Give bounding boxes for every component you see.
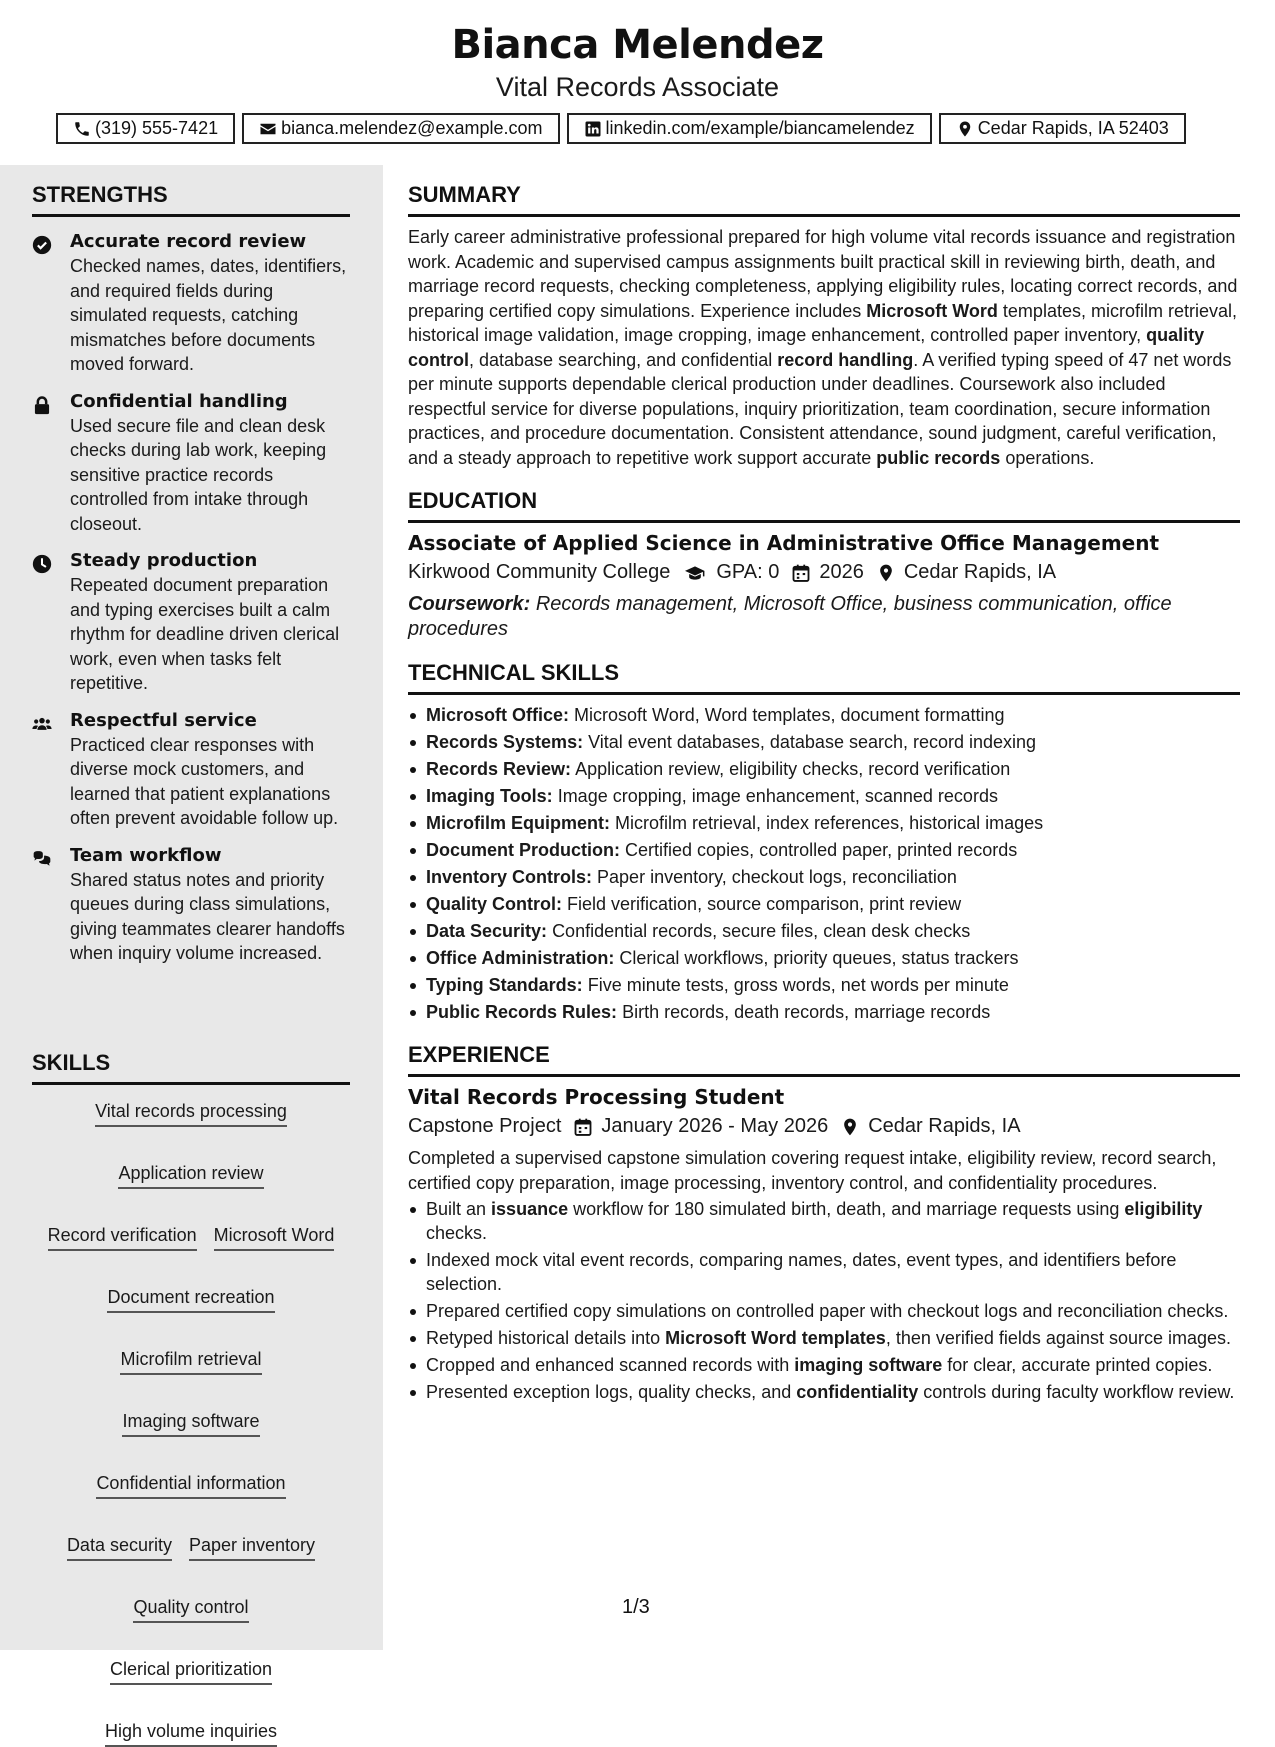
envelope-icon bbox=[259, 120, 277, 138]
summary-section bbox=[408, 182, 1240, 470]
skill-tag: Imaging software bbox=[122, 1409, 259, 1437]
skill-tag: Application review bbox=[118, 1161, 263, 1189]
list-item: Prepared certified copy simulations on controlled paper with checkout logs and reconciliation checks. bbox=[408, 1299, 1240, 1323]
sidebar bbox=[0, 165, 383, 1741]
experience-section bbox=[408, 1042, 1240, 1404]
page-number: 1/3 bbox=[622, 1596, 650, 1618]
skill-tag: Data security bbox=[67, 1533, 172, 1561]
strength-item bbox=[32, 710, 350, 831]
strength-title: Accurate record review bbox=[70, 231, 307, 252]
job-description: Completed a supervised capstone simulation covering request intake, eligibility review, record search, certified copy preparation, image processing, inventory control, and confidentiality procedures. bbox=[408, 1148, 1217, 1193]
skill-tag: Clerical prioritization bbox=[110, 1657, 272, 1685]
skill-tag: Quality control bbox=[133, 1595, 248, 1623]
email-chip[interactable] bbox=[242, 113, 559, 144]
phone-chip[interactable] bbox=[56, 113, 235, 144]
list-item: Inventory Controls: Paper inventory, checkout logs, reconciliation bbox=[408, 865, 1240, 889]
comments-icon bbox=[32, 849, 52, 869]
graduation-year: 2026 bbox=[819, 561, 864, 583]
map-pin-icon bbox=[876, 563, 896, 583]
list-item: Records Review: Application review, eligibility checks, record verification bbox=[408, 757, 1240, 781]
clock-icon bbox=[32, 554, 52, 574]
degree-title: Associate of Applied Science in Administrative Office Management bbox=[408, 531, 1160, 555]
main-column bbox=[408, 182, 1240, 1407]
list-item: Office Administration: Clerical workflows, priority queues, status trackers bbox=[408, 946, 1240, 970]
coursework-text: Records management, Microsoft Office, business communication, office procedures bbox=[408, 593, 1172, 640]
list-item: Records Systems: Vital event databases, database search, record indexing bbox=[408, 730, 1240, 754]
email-text: bianca.melendez@example.com bbox=[281, 118, 543, 138]
phone-text: (319) 555-7421 bbox=[95, 118, 219, 138]
strength-title: Team workflow bbox=[70, 844, 222, 866]
skill-list bbox=[32, 1093, 350, 1747]
graduation-cap-icon bbox=[682, 563, 708, 583]
strength-title: Respectful service bbox=[70, 709, 257, 731]
education-meta bbox=[408, 561, 1240, 584]
map-pin-icon bbox=[956, 120, 974, 138]
strength-item bbox=[32, 391, 350, 537]
strength-item bbox=[32, 231, 350, 377]
job-org: Capstone Project bbox=[408, 1115, 562, 1137]
coursework-label: Coursework: bbox=[408, 593, 531, 615]
skill-tag: Document recreation bbox=[107, 1285, 274, 1313]
job-meta bbox=[408, 1115, 1240, 1138]
strength-title: Confidential handling bbox=[70, 390, 288, 412]
technical-skills-heading: TECHNICAL SKILLS bbox=[408, 660, 1240, 695]
calendar-icon bbox=[791, 563, 811, 583]
skill-tag: Microsoft Word bbox=[214, 1223, 335, 1251]
job-location: Cedar Rapids, IA bbox=[868, 1115, 1021, 1137]
list-item: Typing Standards: Five minute tests, gross words, net words per minute bbox=[408, 973, 1240, 997]
map-pin-icon bbox=[840, 1117, 860, 1137]
list-item: Microfilm Equipment: Microfilm retrieval, index references, historical images bbox=[408, 811, 1240, 835]
users-icon bbox=[32, 714, 52, 734]
list-item: Data Security: Confidential records, secure files, clean desk checks bbox=[408, 919, 1240, 943]
list-item: Document Production: Certified copies, controlled paper, printed records bbox=[408, 838, 1240, 862]
linkedin-text: linkedin.com/example/biancamelendez bbox=[605, 118, 915, 138]
lock-icon bbox=[32, 395, 52, 415]
education-section bbox=[408, 488, 1240, 642]
strength-desc: Used secure file and clean desk checks during lab work, keeping sensitive practice records controlled from intake through closeout. bbox=[70, 415, 327, 534]
strength-desc: Checked names, dates, identifiers, and required fields during simulated requests, catching mismatches before documents moved forward. bbox=[70, 256, 347, 374]
school-location: Cedar Rapids, IA bbox=[903, 561, 1057, 583]
strength-desc: Practiced clear responses with diverse mock customers, and learned that patient explanations often prevent avoidable follow up. bbox=[70, 734, 339, 828]
strength-item bbox=[32, 845, 350, 966]
strengths-heading: STRENGTHS bbox=[32, 182, 350, 217]
calendar-icon bbox=[573, 1117, 593, 1137]
skills-section bbox=[32, 1050, 350, 1747]
skills-heading: SKILLS bbox=[32, 1050, 350, 1085]
location-text: Cedar Rapids, IA 52403 bbox=[977, 118, 1169, 138]
list-item: Presented exception logs, quality checks, and confidentiality controls during faculty workflow review. bbox=[408, 1380, 1240, 1404]
technical-skills-list bbox=[408, 703, 1240, 1024]
list-item: Imaging Tools: Image cropping, image enhancement, scanned records bbox=[408, 784, 1240, 808]
contact-bar bbox=[56, 113, 1186, 144]
list-item: Cropped and enhanced scanned records with imaging software for clear, accurate printed copies. bbox=[408, 1353, 1240, 1377]
linkedin-icon bbox=[584, 120, 602, 138]
summary-heading: SUMMARY bbox=[408, 182, 1240, 217]
candidate-name: Bianca Melendez bbox=[451, 22, 824, 68]
skill-tag: Vital records processing bbox=[95, 1099, 287, 1127]
list-item: Built an issuance workflow for 180 simulated birth, death, and marriage requests using eligibility checks. bbox=[408, 1197, 1240, 1245]
summary-text: Early career administrative professional prepared for high volume vital records issuance and registration work. Academic and supervised campus assignments built practical skill in reviewing birth, death, and marriage record requests, checking completeness, applying eligibility rules, locating correct records, and preparing certified copy simulations. Experience includes Microsoft Word templates, microfilm retrieval, historical image validation, image cropping, image enhancement, controlled paper inventory, quality control, database searching, and confidential record handling. A verified typing speed of 47 net words per minute supports dependable clerical production under deadlines. Coursework also included respectful service for diverse populations, inquiry prioritization, team coordination, secure information practices, and procedure documentation. Consistent attendance, sound judgment, careful verification, and a steady approach to repetitive work support accurate public records operations. bbox=[408, 227, 1238, 468]
strengths-section bbox=[32, 182, 350, 966]
skill-tag: Confidential information bbox=[96, 1471, 285, 1499]
candidate-role: Vital Records Associate bbox=[495, 72, 780, 102]
list-item: Indexed mock vital event records, comparing names, dates, event types, and identifiers before selection. bbox=[408, 1248, 1240, 1296]
job-bullets bbox=[408, 1197, 1240, 1404]
skill-tag: High volume inquiries bbox=[105, 1719, 277, 1747]
list-item: Public Records Rules: Birth records, death records, marriage records bbox=[408, 1000, 1240, 1024]
strength-desc: Shared status notes and priority queues during class simulations, giving teammates clearer handoffs when inquiry volume increased. bbox=[70, 869, 345, 963]
list-item: Quality Control: Field verification, source comparison, print review bbox=[408, 892, 1240, 916]
list-item: Microsoft Office: Microsoft Word, Word templates, document formatting bbox=[408, 703, 1240, 727]
job-dates: January 2026 - May 2026 bbox=[601, 1115, 829, 1137]
coursework bbox=[408, 592, 1240, 642]
location-chip bbox=[939, 113, 1186, 144]
list-item: Retyped historical details into Microsoft Word templates, then verified fields against source images. bbox=[408, 1326, 1240, 1350]
school-name: Kirkwood Community College bbox=[408, 561, 671, 583]
skill-tag: Microfilm retrieval bbox=[120, 1347, 261, 1375]
education-heading: EDUCATION bbox=[408, 488, 1240, 523]
technical-skills-section bbox=[408, 660, 1240, 1024]
skill-tag: Record verification bbox=[48, 1223, 197, 1251]
strength-title: Steady production bbox=[70, 550, 258, 571]
check-circle-icon bbox=[32, 235, 52, 255]
linkedin-chip[interactable] bbox=[567, 113, 932, 144]
experience-heading: EXPERIENCE bbox=[408, 1042, 1240, 1077]
gpa-value: GPA: 0 bbox=[716, 561, 780, 583]
strength-item bbox=[32, 550, 350, 696]
job-title: Vital Records Processing Student bbox=[408, 1085, 785, 1109]
skill-tag: Paper inventory bbox=[189, 1533, 315, 1561]
strength-desc: Repeated document preparation and typing exercises built a calm rhythm for deadline driven clerical work, even when tasks felt repetitive. bbox=[70, 575, 340, 693]
phone-icon bbox=[73, 120, 91, 138]
